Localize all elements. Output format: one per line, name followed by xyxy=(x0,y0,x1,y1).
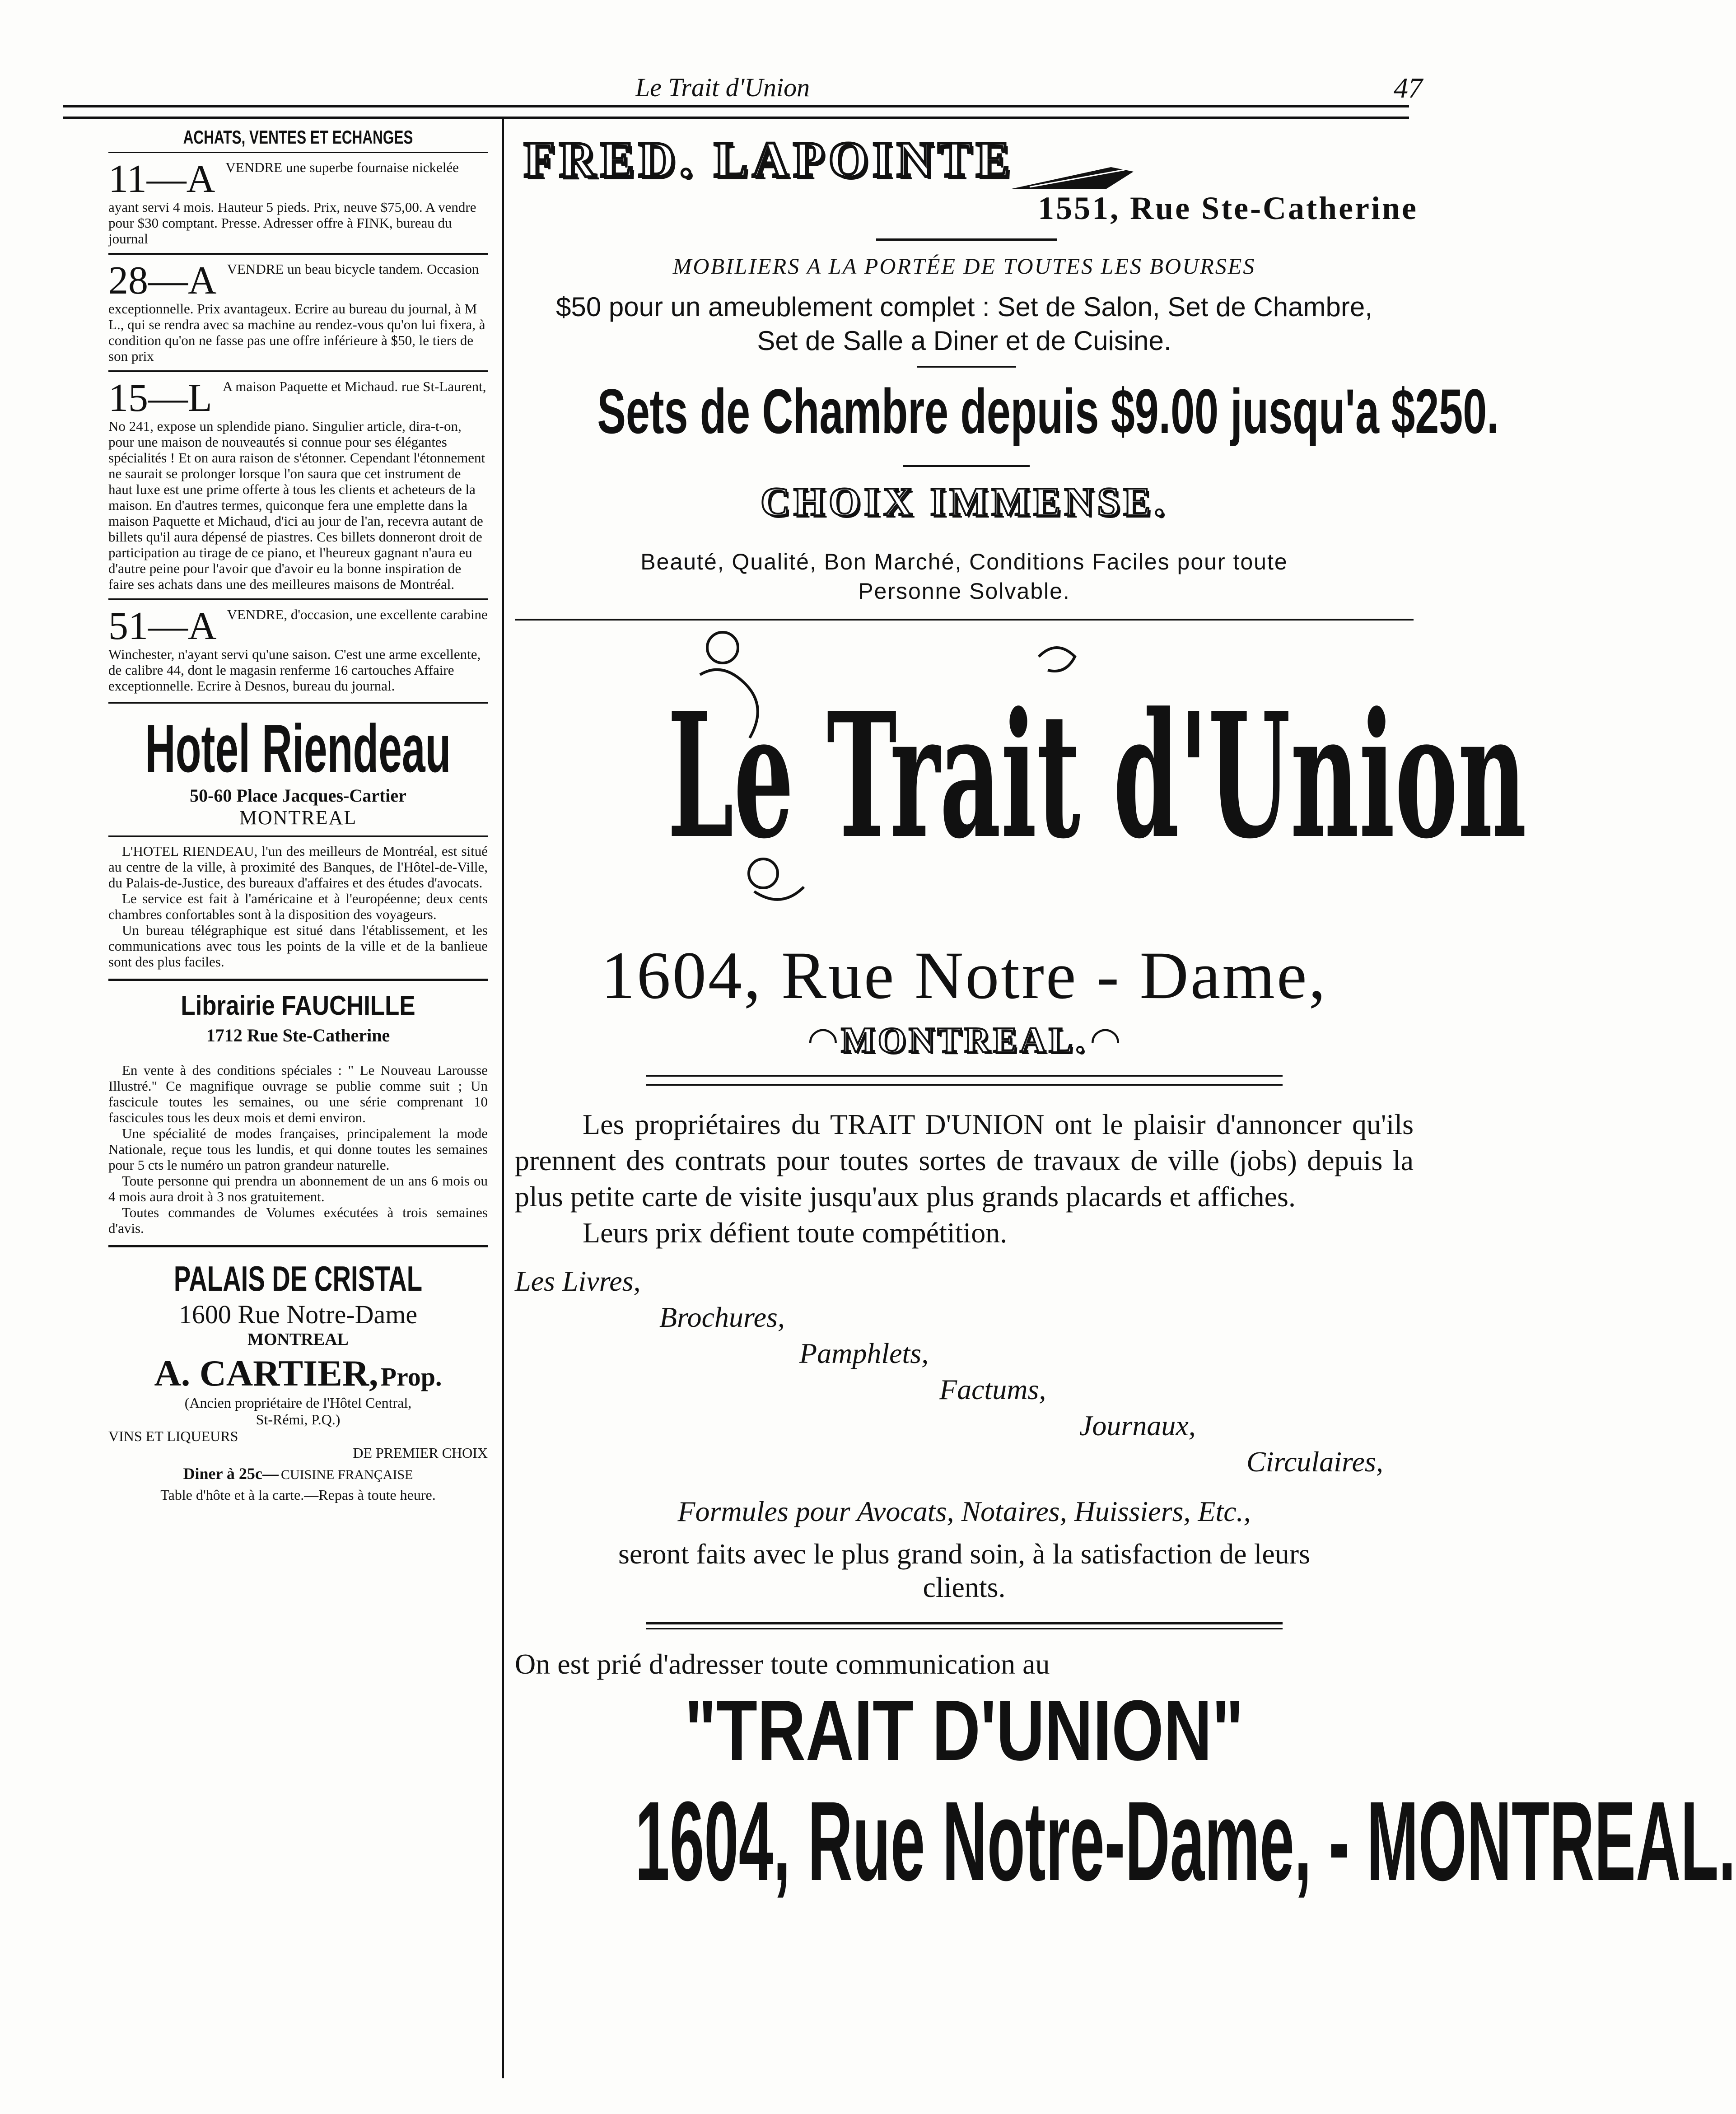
ad-separator xyxy=(108,598,488,600)
hotel-p2: Le service est fait à l'américaine et à l'européenne; deux cents chambres confortables sont à la disposition des voyageurs. xyxy=(108,891,488,922)
right-flourish-icon: ◠ xyxy=(1089,1019,1121,1061)
ad-separator xyxy=(108,702,488,704)
fred-ameublement-2: Set de Salle a Diner et de Cuisine. xyxy=(757,326,1171,356)
right-column xyxy=(515,122,1736,1904)
address-rule-2 xyxy=(646,1084,1283,1086)
ad-text: VENDRE, d'occasion, une excellente carabine Winchester, n'ayant servi qu'une saison. C'est une arme excellente, de calibre 44, dont le magasin renferme 16 cartouches Affaire exceptionnelle. Ecrire à Desnos, bureau du journal. xyxy=(108,607,488,694)
ad-number: 28—A xyxy=(108,259,217,303)
palais-diner: Diner à 25c— xyxy=(183,1465,279,1483)
page-number: 47 xyxy=(1394,72,1423,104)
cascade-item: Les Livres, xyxy=(515,1265,641,1297)
palais-owner: A. CARTIER, xyxy=(154,1353,378,1394)
address-big: 1604, Rue Notre - Dame, xyxy=(601,938,1328,1013)
masthead-title: Le Trait d'Union xyxy=(667,675,1527,877)
librairie-p4: Toutes commandes de Volumes exécutées à trois semaines d'avis. xyxy=(108,1204,488,1236)
hotel-rule xyxy=(108,835,488,837)
montreal-label: MONTREAL. xyxy=(841,1021,1087,1060)
column-divider xyxy=(502,118,504,2078)
ad-text: VENDRE un beau bicycle tandem. Occasion exceptionnelle. Prix avantageux. Ecrire au bureau du journal, à M L., qui se rendra avec sa machine au rendez-vous qu'on lui fixera, à condition qu'on ne fasse pas une offre inférieure à $50, le tiers de son prix xyxy=(108,261,485,364)
librairie-p1: En vente à des conditions spéciales : " Le Nouveau Larousse Illustré." Ce magnifique ouvrage se publie comme suit ; Un fascicule toutes les semaines, ou une série comprenant 10 fascicules tous les deux mois et demi environ. xyxy=(108,1062,488,1125)
hotel-p3: Un bureau télégraphique est situé dans l'établissement, et les communications avec tous les points de la ville et de la banlieue sont des plus faciles. xyxy=(108,922,488,970)
cascade-list xyxy=(515,1265,1414,1477)
final-rule-2 xyxy=(646,1628,1283,1629)
final-address: 1604, Rue Notre-Dame, - MONTREAL. xyxy=(635,1778,1736,1904)
palais-table: Table d'hôte et à la carte.—Repas à toute heure. xyxy=(160,1487,436,1503)
librairie-p3: Toute personne qui prendra un abonnement de un ans 6 mois ou 4 mois aura droit à 3 nos gratuitement. xyxy=(108,1173,488,1204)
librairie-address: 1712 Rue Ste-Catherine xyxy=(206,1025,390,1045)
cascade-item: Circulaires, xyxy=(1246,1446,1383,1478)
ad-number: 15—L xyxy=(108,376,212,420)
fred-ad xyxy=(515,122,1499,614)
hotel-separator xyxy=(108,979,488,981)
header-rule-bottom xyxy=(63,117,1409,119)
palais-cuisine: CUISINE FRANÇAISE xyxy=(280,1467,413,1482)
fred-beaute-2: Personne Solvable. xyxy=(858,579,1070,604)
announce-para-1: Les propriétaires du TRAIT D'UNION ont le plaisir d'annoncer qu'ils prennent des contrats pour toutes sortes de travaux de ville (jobs) depuis la plus petite carte de visite jusqu'aux plus grands placards et affiches. xyxy=(515,1108,1414,1213)
hotel-name: Hotel Riendeau xyxy=(145,710,451,786)
librairie-name: Librairie FAUCHILLE xyxy=(181,990,415,1021)
fred-sets: Sets de Chambre depuis $9.00 jusqu'a $250. xyxy=(597,376,1499,447)
trait-quote: "TRAIT D'UNION" xyxy=(685,1683,1244,1778)
seront-1: seront faits avec le plus grand soin, à la satisfaction de leurs xyxy=(618,1538,1310,1570)
librairie-separator xyxy=(108,1245,488,1247)
ad-separator xyxy=(108,370,488,372)
hotel-address: 50-60 Place Jacques-Cartier xyxy=(190,785,406,806)
ad-51 xyxy=(108,604,488,694)
fred-choix: CHOIX IMMENSE. xyxy=(760,480,1168,524)
fred-beaute-1: Beauté, Qualité, Bon Marché, Conditions Faciles pour toute xyxy=(640,549,1288,574)
fred-rule-3 xyxy=(903,465,1030,467)
left-flourish-icon: ◠ xyxy=(807,1019,839,1061)
pen-icon xyxy=(1012,163,1138,190)
palais-address: 1600 Rue Notre-Dame xyxy=(178,1300,418,1329)
ad-number: 11—A xyxy=(108,157,215,201)
librairie-p2: Une spécialité de modes françaises, principalement la mode Nationale, reçue tous les lundis, et qui donne toutes les semaines pour 5 cts le numéro un patron grandeur naturelle. xyxy=(108,1125,488,1173)
fred-mobiliers: MOBILIERS A LA PORTÉE DE TOUTES LES BOURSES xyxy=(672,253,1256,279)
ad-text: A maison Paquette et Michaud. rue St-Laurent, No 241, expose un splendide piano. Singulier article, dira-t-on, pour une maison de nouveautés si connue pour ses élégantes spécialités ! Et on aura raison de s'étonner. Cependant l'étonnement ne saurait se prolonger lorsque l'on saura que cet instrument de haut luxe est une prime offerte à tous les clients et acheteurs de la maison. En d'autres termes, quiconque fera une emplette dans la maison Paquette et Michaud, d'ici au jour de l'an, recevra autant de billets qu'il aura dépensé de piastres. Ces billets donneront droit de participation au tirage de ce piano, et l'heureux gagnant n'aura eu d'autre peine pour l'avoir que d'avoir eu la bonne inspiration de faire ses achats dans une des meilleures maisons de Montréal. xyxy=(108,378,486,592)
ad-11 xyxy=(108,159,488,247)
fred-rule-1 xyxy=(876,238,1057,241)
cascade-item: Journaux, xyxy=(1079,1409,1196,1442)
fred-name: FRED. LAPOINTE xyxy=(524,132,1014,188)
header-rule-top xyxy=(63,105,1409,107)
ad-28 xyxy=(108,261,488,364)
palais-former-2: St-Rémi, P.Q.) xyxy=(256,1411,341,1428)
hotel-ad xyxy=(108,710,488,970)
palais-city: MONTREAL xyxy=(247,1330,349,1349)
seront-2: clients. xyxy=(923,1571,1006,1603)
palais-vins-1: VINS ET LIQUEURS xyxy=(108,1428,238,1444)
prie: On est prié d'adresser toute communication au xyxy=(515,1648,1050,1680)
hotel-city: MONTREAL xyxy=(239,807,357,829)
montreal-line xyxy=(515,1019,1414,1061)
ad-number: 51—A xyxy=(108,604,217,648)
classifieds-title: ACHATS, VENTES ET ECHANGES xyxy=(183,126,413,148)
ad-separator xyxy=(108,253,488,255)
running-title: Le Trait d'Union xyxy=(635,73,810,102)
fred-rule-2 xyxy=(917,366,1016,368)
ad-15 xyxy=(108,378,488,592)
fred-address: 1551, Rue Ste-Catherine xyxy=(1038,190,1418,226)
announce-para-2: Leurs prix défient toute compétition. xyxy=(583,1217,1008,1249)
fred-name-block xyxy=(524,131,1156,199)
cascade-item: Brochures, xyxy=(659,1301,785,1333)
ad-text: VENDRE une superbe fournaise nickelée ayant servi 4 mois. Hauteur 5 pieds. Prix, neuve $75,00. A vendre pour $30 comptant. Presse. Adresser offre à FINK, bureau du journal xyxy=(108,159,476,247)
cascade-item: Pamphlets, xyxy=(799,1337,929,1369)
palais-former-1: (Ancien propriétaire de l'Hôtel Central, xyxy=(184,1395,412,1411)
formules: Formules pour Avocats, Notaires, Huissiers, Etc., xyxy=(677,1495,1251,1527)
classifieds-rule xyxy=(108,152,488,153)
final-rule-1 xyxy=(646,1622,1283,1624)
fred-ameublement-1: $50 pour un ameublement complet : Set de Salon, Set de Chambre, xyxy=(556,292,1372,322)
librairie-ad xyxy=(108,990,488,1236)
masthead-block xyxy=(515,621,1527,932)
cascade-item: Factums, xyxy=(939,1373,1046,1405)
left-column xyxy=(108,126,488,1503)
palais-name: PALAIS DE CRISTAL xyxy=(173,1259,423,1298)
palais-vins-2: DE PREMIER CHOIX xyxy=(353,1445,488,1461)
palais-diner-line xyxy=(108,1464,488,1483)
palais-ad xyxy=(108,1258,488,1503)
palais-owner-suffix: Prop. xyxy=(380,1362,442,1391)
address-rule-1 xyxy=(646,1075,1283,1077)
palais-owner-line xyxy=(108,1352,488,1395)
hotel-p1: L'HOTEL RIENDEAU, l'un des meilleurs de Montréal, est situé au centre de la ville, à proximité des Banques, de l'Hôtel-de-Ville, du Palais-de-Justice, des bureaux d'affaires et des études d'avocats. xyxy=(108,843,488,891)
